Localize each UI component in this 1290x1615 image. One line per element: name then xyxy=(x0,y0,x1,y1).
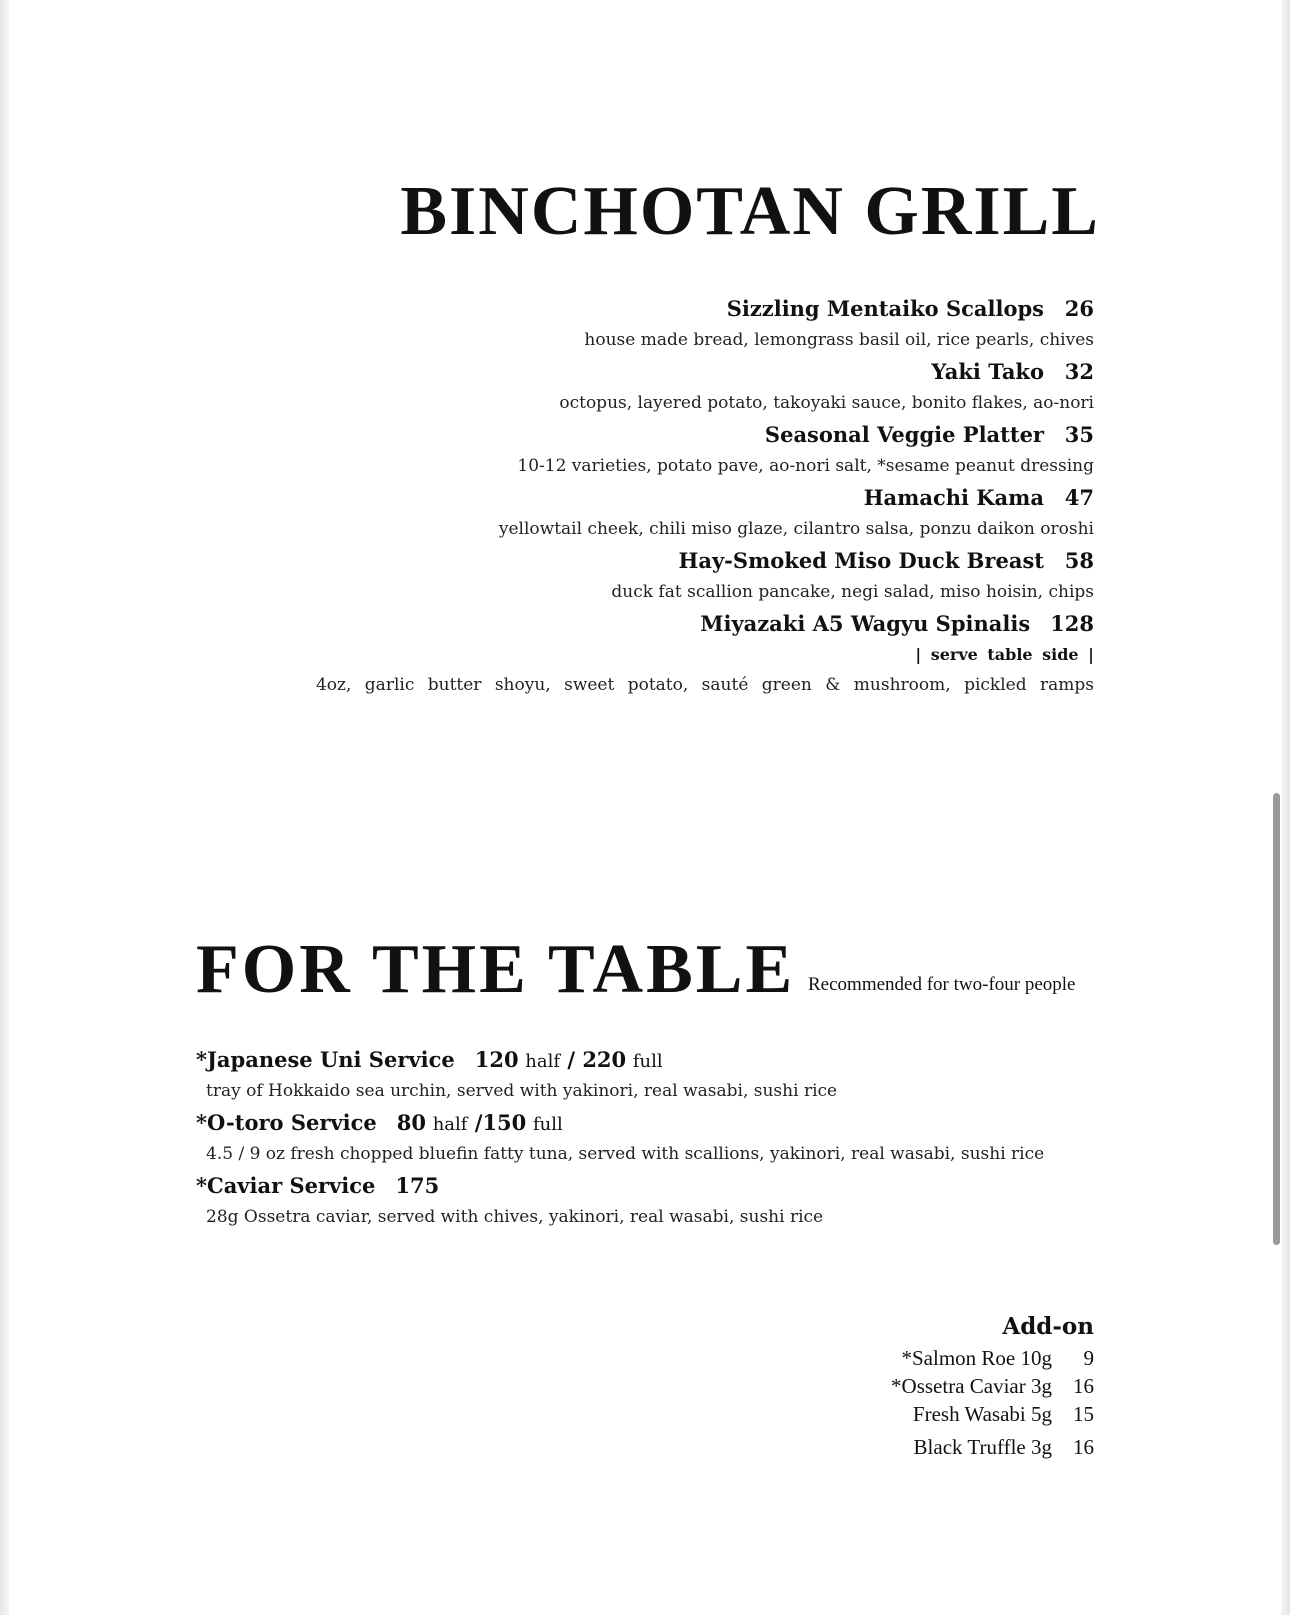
addon-item xyxy=(694,1344,1094,1372)
menu-item-description: yellowtail cheek, chili miso glaze, cilantro salsa, ponzu daikon oroshi xyxy=(498,519,1094,539)
menu-item-description: 10-12 varieties, potato pave, ao-nori salt, *sesame peanut dressing xyxy=(517,456,1094,476)
for-the-table-list xyxy=(196,1044,1096,1233)
addon-name: Black Truffle 3g xyxy=(913,1435,1052,1459)
menu-item xyxy=(234,545,1094,577)
service-half-label: half xyxy=(525,1051,561,1072)
grill-menu-list xyxy=(234,293,1094,700)
service-price: 175 xyxy=(395,1173,440,1198)
menu-item-price: 47 xyxy=(1064,485,1094,510)
menu-item-price: 128 xyxy=(1050,611,1094,636)
menu-item-description: 4oz, garlic butter shoyu, sweet potato, sauté green & mushroom, pickled ramps xyxy=(315,675,1094,695)
menu-item-description: octopus, layered potato, takoyaki sauce, bonito flakes, ao-nori xyxy=(559,393,1094,413)
section-subtitle: Recommended for two-four people xyxy=(808,974,1076,995)
service-price-half: 120 xyxy=(474,1047,519,1072)
service-item xyxy=(196,1044,1096,1076)
service-full-label: full xyxy=(532,1114,563,1135)
addon-price: 16 xyxy=(1073,1374,1094,1398)
addon-price: 16 xyxy=(1073,1435,1094,1459)
service-price-half: 80 xyxy=(396,1110,427,1135)
scrollbar[interactable] xyxy=(1273,793,1280,1245)
addon-list xyxy=(694,1310,1094,1461)
menu-item-name: Yaki Tako xyxy=(931,359,1044,384)
menu-item-name: Miyazaki A5 Wagyu Spinalis xyxy=(700,611,1031,636)
menu-item-price: 35 xyxy=(1064,422,1094,447)
addon-price: 9 xyxy=(1083,1346,1094,1370)
addon-name: *Ossetra Caviar 3g xyxy=(891,1374,1052,1398)
addon-item xyxy=(694,1433,1094,1461)
service-description: 4.5 / 9 oz fresh chopped bluefin fatty tuna, served with scallions, yakinori, real wasabi, sushi rice xyxy=(206,1144,1045,1164)
menu-item-name: Seasonal Veggie Platter xyxy=(764,422,1044,447)
menu-item-description: house made bread, lemongrass basil oil, rice pearls, chives xyxy=(584,330,1094,350)
addon-price: 15 xyxy=(1073,1402,1094,1426)
page-edge-left xyxy=(0,0,9,1615)
service-name: *Japanese Uni Service xyxy=(196,1047,455,1072)
service-name: *O-toro Service xyxy=(196,1110,377,1135)
menu-item xyxy=(234,482,1094,514)
page-edge-right xyxy=(1281,0,1290,1615)
service-half-label: half xyxy=(432,1114,468,1135)
service-description: 28g Ossetra caviar, served with chives, yakinori, real wasabi, sushi rice xyxy=(206,1207,824,1227)
menu-item-name: Sizzling Mentaiko Scallops xyxy=(726,296,1044,321)
menu-item-name: Hay-Smoked Miso Duck Breast xyxy=(678,548,1044,573)
service-name: *Caviar Service xyxy=(196,1173,376,1198)
menu-item xyxy=(234,293,1094,325)
menu-item xyxy=(234,608,1094,640)
service-item xyxy=(196,1107,1096,1139)
service-item xyxy=(196,1170,1096,1202)
service-full-label: full xyxy=(632,1051,663,1072)
service-price-full: 150 xyxy=(482,1110,527,1135)
addon-title: Add-on xyxy=(1002,1313,1094,1340)
menu-item-price: 32 xyxy=(1064,359,1094,384)
menu-item-price: 26 xyxy=(1064,296,1094,321)
menu-item-description: duck fat scallion pancake, negi salad, miso hoisin, chips xyxy=(611,582,1094,602)
menu-item xyxy=(234,356,1094,388)
price-separator: / xyxy=(560,1047,583,1072)
addon-item xyxy=(694,1372,1094,1400)
price-separator: / xyxy=(467,1110,483,1135)
service-price-full: 220 xyxy=(582,1047,627,1072)
serve-table-side-note: | serve table side | xyxy=(915,645,1094,664)
menu-item-name: Hamachi Kama xyxy=(863,485,1044,510)
addon-name: *Salmon Roe 10g xyxy=(901,1346,1052,1370)
service-description: tray of Hokkaido sea urchin, served with yakinori, real wasabi, sushi rice xyxy=(206,1081,838,1101)
page-title: BINCHOTAN GRILL xyxy=(400,173,1100,250)
addon-item xyxy=(694,1400,1094,1428)
addon-name: Fresh Wasabi 5g xyxy=(912,1402,1052,1426)
menu-item xyxy=(234,419,1094,451)
menu-item-price: 58 xyxy=(1064,548,1094,573)
section-heading-for-the-table: FOR THE TABLE xyxy=(196,931,796,1008)
